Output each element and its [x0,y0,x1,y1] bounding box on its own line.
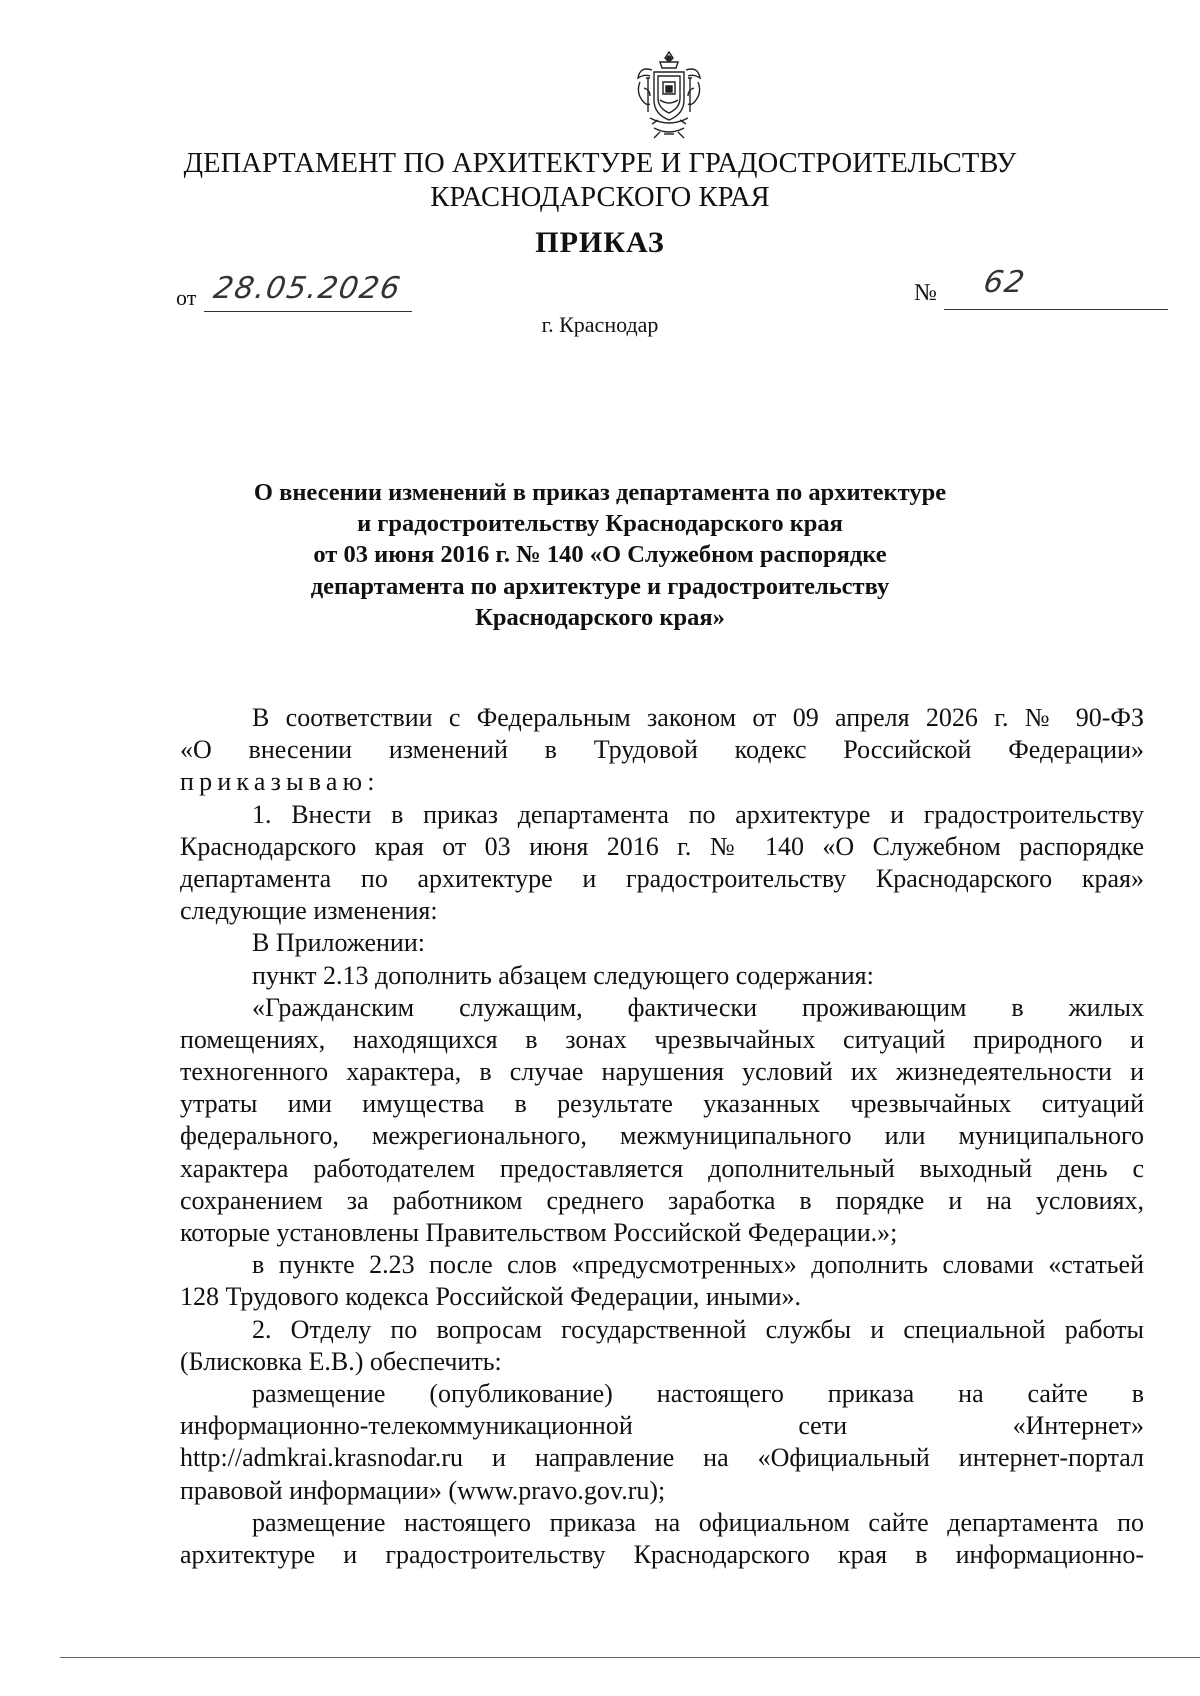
subject-line: и градостроительству Краснодарского края [357,510,843,538]
document-type-title: ПРИКАЗ [535,226,665,259]
order-body [180,702,1144,1571]
body-line: федерального, межрегионального, межмуниципального или муниципального [180,1121,1144,1151]
department-name-line1: ДЕПАРТАМЕНТ ПО АРХИТЕКТУРЕ И ГРАДОСТРОИТЕЛЬСТВУ [183,148,1017,179]
number-label: № [914,280,937,306]
body-line: характера работодателем предоставляется дополнительный выходный день с [180,1153,1144,1183]
body-line: информационно-телекоммуникационной сети «Интернет» [180,1411,1144,1441]
body-line: размещение (опубликование) настоящего приказа на сайте в [252,1378,1144,1408]
body-line: В соответствии с Федеральным законом от 09 апреля 2026 г. № 90-ФЗ [252,703,1144,732]
date-label: от [176,285,197,310]
subject-line: Краснодарского края» [475,603,725,631]
body-line: техногенного характера, в случае нарушения условий их жизнедеятельности и [180,1057,1144,1087]
body-line: 128 Трудового кодекса Российской Федерации, иными». [180,1282,802,1312]
body-line: (Блисковка Е.В.) обеспечить: [180,1346,502,1376]
body-line: приказываю: [180,767,380,797]
body-line: в пункте 2.23 после слов «предусмотренных» дополнить словами «статьей [252,1250,1144,1280]
subject-line: О внесении изменений в приказ департамента по архитектуре [253,479,947,506]
body-line: В Приложении: [252,928,425,958]
order-subject [0,477,1200,633]
subject-line: от 03 июня 2016 г. № 140 «О Служебном распорядке [313,541,887,569]
body-line: следующие изменения: [180,896,438,926]
body-line: которые установлены Правительством Российской Федерации.»; [180,1218,898,1247]
body-line: утраты ими имущества в результате указанных чрезвычайных ситуаций [180,1089,1144,1119]
body-line: «Гражданским служащим, фактически проживающим в жилых [252,992,1144,1022]
body-line: пункт 2.13 дополнить абзацем следующего содержания: [252,960,874,990]
body-line: сохранением за работником среднего заработка в порядке и на условиях, [180,1185,1144,1215]
body-line: размещение настоящего приказа на официальном сайте департамента по [252,1507,1144,1537]
handwritten-date: 28.05.2026 [211,271,404,306]
coat-of-arms-icon [630,48,708,140]
body-line: 2. Отделу по вопросам государственной службы и специальной работы [252,1314,1144,1344]
department-name-line2: КРАСНОДАРСКОГО КРАЯ [430,182,770,213]
number-underline [944,309,1168,310]
page-bottom-rule [60,1657,1200,1658]
body-line: «О внесении изменений в Трудовой кодекс Российской Федерации» [180,735,1144,765]
body-line: архитектуре и градостроительству Краснодарского края в информационно- [180,1539,1144,1569]
handwritten-number: 62 [981,265,1029,300]
body-line: правовой информации» (www.pravo.gov.ru); [180,1475,666,1505]
subject-line: департамента по архитектуре и градостроительству [310,572,890,600]
city-label: г. Краснодар [541,312,659,337]
body-line: http://admkrai.krasnodar.ru и направление на «Официальный интернет-портал [180,1443,1144,1473]
body-line: помещениях, находящихся в зонах чрезвычайных ситуаций природного и [180,1024,1144,1054]
body-line: департамента по архитектуре и градостроительству Краснодарского края» [180,863,1144,893]
body-line: 1. Внести в приказ департамента по архитектуре и градостроительству [252,799,1144,829]
body-line: Краснодарского края от 03 июня 2016 г. № 140 «О Служебном распорядке [180,831,1144,861]
